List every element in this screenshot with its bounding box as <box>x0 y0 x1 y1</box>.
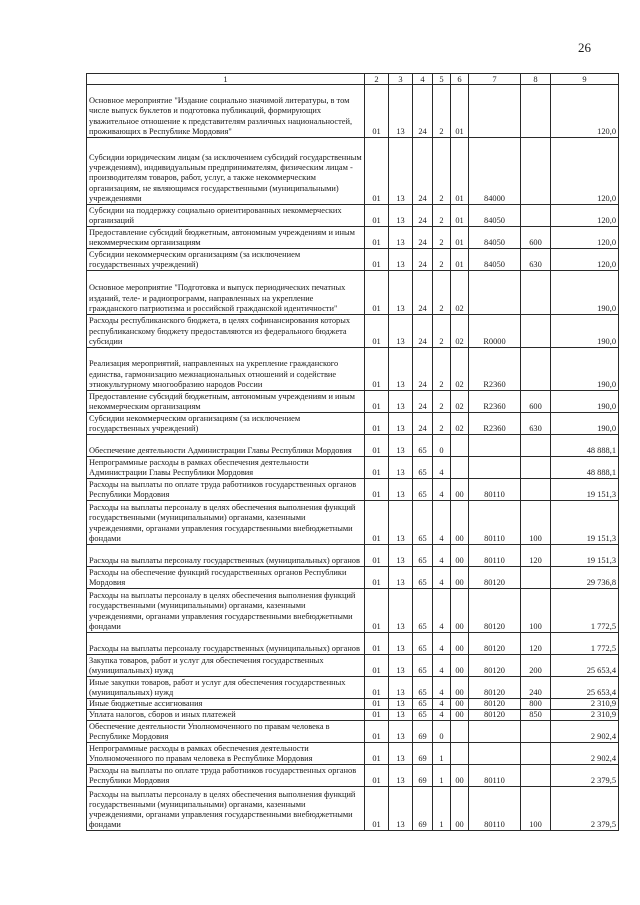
column-header-5: 5 <box>433 74 451 85</box>
subprogram-code: 2 <box>433 413 451 435</box>
section-code: 01 <box>365 391 389 413</box>
column-header-3: 3 <box>389 74 413 85</box>
program-code: 69 <box>413 743 433 765</box>
direction-code: 80120 <box>469 655 521 677</box>
table-row <box>87 655 619 677</box>
section-code: 01 <box>365 633 389 655</box>
amount: 190,0 <box>551 391 619 413</box>
table-row <box>87 567 619 589</box>
item-name: Предоставление субсидий бюджетным, автономным учреждениям и иным некоммерческим организациям <box>87 391 365 413</box>
subsection-code: 13 <box>389 227 413 249</box>
subprogram-code: 4 <box>433 457 451 479</box>
program-code: 65 <box>413 457 433 479</box>
event-code: 00 <box>451 710 469 721</box>
expense-type-code: 800 <box>521 699 551 710</box>
subprogram-code: 4 <box>433 699 451 710</box>
direction-code <box>469 743 521 765</box>
section-code: 01 <box>365 457 389 479</box>
subprogram-code: 2 <box>433 271 451 315</box>
amount: 190,0 <box>551 271 619 315</box>
program-code: 65 <box>413 589 433 633</box>
subprogram-code: 1 <box>433 765 451 787</box>
expense-type-code: 630 <box>521 249 551 271</box>
program-code: 69 <box>413 787 433 831</box>
table-row <box>87 413 619 435</box>
subsection-code: 13 <box>389 205 413 227</box>
expense-type-code: 200 <box>521 655 551 677</box>
subsection-code: 13 <box>389 138 413 205</box>
expense-type-code: 100 <box>521 501 551 545</box>
program-code: 24 <box>413 315 433 348</box>
subprogram-code: 4 <box>433 655 451 677</box>
table-row <box>87 743 619 765</box>
item-name: Субсидии некоммерческим организациям (за исключением государственных учреждений) <box>87 249 365 271</box>
subsection-code: 13 <box>389 249 413 271</box>
column-header-8: 8 <box>521 74 551 85</box>
item-name: Непрограммные расходы в рамках обеспечения деятельности Уполномоченного по правам человека в Республике Мордовия <box>87 743 365 765</box>
section-code: 01 <box>365 545 389 567</box>
amount: 25 653,4 <box>551 677 619 699</box>
program-code: 65 <box>413 710 433 721</box>
expense-type-code: 850 <box>521 710 551 721</box>
event-code: 02 <box>451 348 469 391</box>
program-code: 65 <box>413 501 433 545</box>
direction-code: 80120 <box>469 589 521 633</box>
table-row <box>87 633 619 655</box>
expense-type-code <box>521 348 551 391</box>
event-code <box>451 743 469 765</box>
column-header-6: 6 <box>451 74 469 85</box>
subsection-code: 13 <box>389 315 413 348</box>
section-code: 01 <box>365 721 389 743</box>
expense-type-code: 240 <box>521 677 551 699</box>
subsection-code: 13 <box>389 271 413 315</box>
subprogram-code: 4 <box>433 589 451 633</box>
amount: 2 902,4 <box>551 743 619 765</box>
table-row <box>87 249 619 271</box>
amount: 2 902,4 <box>551 721 619 743</box>
event-code: 01 <box>451 249 469 271</box>
subsection-code: 13 <box>389 567 413 589</box>
expense-type-code: 600 <box>521 391 551 413</box>
program-code: 65 <box>413 699 433 710</box>
item-name: Субсидии некоммерческим организациям (за исключением государственных учреждений) <box>87 413 365 435</box>
item-name: Расходы на выплаты персоналу государственных (муниципальных) органов <box>87 633 365 655</box>
amount: 120,0 <box>551 138 619 205</box>
table-row <box>87 435 619 457</box>
section-code: 01 <box>365 249 389 271</box>
amount: 19 151,3 <box>551 545 619 567</box>
event-code <box>451 457 469 479</box>
direction-code: R2360 <box>469 348 521 391</box>
table-row <box>87 271 619 315</box>
program-code: 65 <box>413 479 433 501</box>
amount: 120,0 <box>551 227 619 249</box>
expense-type-code <box>521 479 551 501</box>
expense-type-code: 100 <box>521 787 551 831</box>
expense-type-code <box>521 743 551 765</box>
subsection-code: 13 <box>389 655 413 677</box>
section-code: 01 <box>365 435 389 457</box>
event-code: 02 <box>451 271 469 315</box>
subsection-code: 13 <box>389 787 413 831</box>
expense-type-code <box>521 85 551 138</box>
subsection-code: 13 <box>389 677 413 699</box>
column-header-1: 1 <box>87 74 365 85</box>
program-code: 24 <box>413 391 433 413</box>
table-row <box>87 721 619 743</box>
section-code: 01 <box>365 227 389 249</box>
event-code <box>451 721 469 743</box>
table-row <box>87 545 619 567</box>
program-code: 65 <box>413 633 433 655</box>
direction-code: 80110 <box>469 545 521 567</box>
subsection-code: 13 <box>389 85 413 138</box>
item-name: Расходы на выплаты персоналу государственных (муниципальных) органов <box>87 545 365 567</box>
item-name: Расходы на выплаты персоналу в целях обеспечения выполнения функций государственными (муниципальными) органами, казенными учреждениями, органами управления государственными внебюджетными фондами <box>87 787 365 831</box>
section-code: 01 <box>365 567 389 589</box>
event-code: 00 <box>451 567 469 589</box>
section-code: 01 <box>365 138 389 205</box>
program-code: 24 <box>413 138 433 205</box>
subsection-code: 13 <box>389 633 413 655</box>
item-name: Предоставление субсидий бюджетным, автономным учреждениям и иным некоммерческим организациям <box>87 227 365 249</box>
table-row <box>87 589 619 633</box>
subprogram-code: 2 <box>433 315 451 348</box>
amount: 190,0 <box>551 315 619 348</box>
amount: 120,0 <box>551 249 619 271</box>
subsection-code: 13 <box>389 765 413 787</box>
item-name: Расходы на выплаты по оплате труда работников государственных органов Республики Мордовия <box>87 479 365 501</box>
event-code: 01 <box>451 205 469 227</box>
subprogram-code: 2 <box>433 348 451 391</box>
item-name: Субсидии юридическим лицам (за исключением субсидий государственным учреждениям), индивидуальным предпринимателям, физическим лицам - производителям товаров, работ, услуг, а также некоммерческим организациям, не являющимся государственными (муниципальными) учреждениями <box>87 138 365 205</box>
subsection-code: 13 <box>389 413 413 435</box>
table-row <box>87 315 619 348</box>
program-code: 24 <box>413 85 433 138</box>
expense-type-code <box>521 138 551 205</box>
direction-code: 80110 <box>469 787 521 831</box>
item-name: Закупка товаров, работ и услуг для обеспечения государственных (муниципальных) нужд <box>87 655 365 677</box>
subsection-code: 13 <box>389 348 413 391</box>
event-code: 02 <box>451 391 469 413</box>
direction-code <box>469 435 521 457</box>
direction-code: 84000 <box>469 138 521 205</box>
amount: 190,0 <box>551 348 619 391</box>
program-code: 65 <box>413 545 433 567</box>
item-name: Обеспечение деятельности Администрации Главы Республики Мордовия <box>87 435 365 457</box>
amount: 120,0 <box>551 85 619 138</box>
section-code: 01 <box>365 271 389 315</box>
table-row <box>87 479 619 501</box>
event-code: 00 <box>451 479 469 501</box>
direction-code: 84050 <box>469 249 521 271</box>
expense-type-code <box>521 721 551 743</box>
program-code: 65 <box>413 567 433 589</box>
event-code: 01 <box>451 85 469 138</box>
amount: 2 379,5 <box>551 787 619 831</box>
amount: 48 888,1 <box>551 435 619 457</box>
direction-code: 80110 <box>469 479 521 501</box>
section-code: 01 <box>365 765 389 787</box>
direction-code: 80120 <box>469 633 521 655</box>
table-row <box>87 787 619 831</box>
amount: 1 772,5 <box>551 589 619 633</box>
item-name: Обеспечение деятельности Уполномоченного по правам человека в Республике Мордовия <box>87 721 365 743</box>
item-name: Иные бюджетные ассигнования <box>87 699 365 710</box>
amount: 2 310,9 <box>551 699 619 710</box>
item-name: Расходы на выплаты персоналу в целях обеспечения выполнения функций государственными (муниципальными) органами, казенными учреждениями, органами управления государственными внебюджетными фондами <box>87 501 365 545</box>
column-header-7: 7 <box>469 74 521 85</box>
table-row <box>87 391 619 413</box>
subsection-code: 13 <box>389 435 413 457</box>
subsection-code: 13 <box>389 699 413 710</box>
program-code: 65 <box>413 435 433 457</box>
direction-code <box>469 271 521 315</box>
expense-type-code <box>521 205 551 227</box>
subprogram-code: 4 <box>433 567 451 589</box>
table-row <box>87 710 619 721</box>
subsection-code: 13 <box>389 457 413 479</box>
item-name: Расходы на выплаты по оплате труда работников государственных органов Республики Мордовия <box>87 765 365 787</box>
section-code: 01 <box>365 589 389 633</box>
table-row <box>87 699 619 710</box>
program-code: 65 <box>413 677 433 699</box>
section-code: 01 <box>365 501 389 545</box>
column-header-9: 9 <box>551 74 619 85</box>
subsection-code: 13 <box>389 743 413 765</box>
item-name: Иные закупки товаров, работ и услуг для обеспечения государственных (муниципальных) нужд <box>87 677 365 699</box>
event-code: 02 <box>451 413 469 435</box>
subprogram-code: 1 <box>433 787 451 831</box>
amount: 1 772,5 <box>551 633 619 655</box>
amount: 2 310,9 <box>551 710 619 721</box>
event-code <box>451 435 469 457</box>
expense-type-code: 120 <box>521 633 551 655</box>
subprogram-code: 2 <box>433 391 451 413</box>
event-code: 00 <box>451 633 469 655</box>
subprogram-code: 2 <box>433 227 451 249</box>
table-row <box>87 348 619 391</box>
expense-type-code: 630 <box>521 413 551 435</box>
amount: 190,0 <box>551 413 619 435</box>
program-code: 24 <box>413 348 433 391</box>
event-code: 00 <box>451 545 469 567</box>
table-row <box>87 85 619 138</box>
section-code: 01 <box>365 655 389 677</box>
section-code: 01 <box>365 315 389 348</box>
section-code: 01 <box>365 413 389 435</box>
program-code: 24 <box>413 249 433 271</box>
item-name: Реализация мероприятий, направленных на укрепление гражданского единства, гармонизацию межнациональных отношений и содействие этнокультурному многообразию народов России <box>87 348 365 391</box>
direction-code: 80120 <box>469 677 521 699</box>
item-name: Расходы на обеспечение функций государственных органов Республики Мордовия <box>87 567 365 589</box>
table-body <box>87 85 619 831</box>
subprogram-code: 2 <box>433 85 451 138</box>
direction-code: 80120 <box>469 567 521 589</box>
table-row <box>87 138 619 205</box>
expense-type-code: 120 <box>521 545 551 567</box>
direction-code: 80120 <box>469 699 521 710</box>
program-code: 24 <box>413 413 433 435</box>
direction-code <box>469 457 521 479</box>
section-code: 01 <box>365 85 389 138</box>
amount: 25 653,4 <box>551 655 619 677</box>
table-row <box>87 501 619 545</box>
subsection-code: 13 <box>389 501 413 545</box>
section-code: 01 <box>365 699 389 710</box>
event-code: 00 <box>451 655 469 677</box>
page-number: 26 <box>578 40 591 55</box>
column-header-2: 2 <box>365 74 389 85</box>
event-code: 01 <box>451 138 469 205</box>
expense-type-code <box>521 315 551 348</box>
direction-code: 84050 <box>469 227 521 249</box>
item-name: Непрограммные расходы в рамках обеспечения деятельности Администрации Главы Республики Мордовия <box>87 457 365 479</box>
amount: 19 151,3 <box>551 479 619 501</box>
table-row <box>87 677 619 699</box>
section-code: 01 <box>365 205 389 227</box>
expense-type-code <box>521 271 551 315</box>
item-name: Расходы на выплаты персоналу в целях обеспечения выполнения функций государственными (муниципальными) органами, казенными учреждениями, органами управления государственными внебюджетными фондами <box>87 589 365 633</box>
direction-code: 80120 <box>469 710 521 721</box>
direction-code: 80110 <box>469 765 521 787</box>
subsection-code: 13 <box>389 479 413 501</box>
subsection-code: 13 <box>389 545 413 567</box>
expense-type-code: 600 <box>521 227 551 249</box>
subprogram-code: 4 <box>433 633 451 655</box>
table-header <box>87 74 619 85</box>
subprogram-code: 4 <box>433 677 451 699</box>
subprogram-code: 4 <box>433 710 451 721</box>
subprogram-code: 4 <box>433 545 451 567</box>
section-code: 01 <box>365 677 389 699</box>
event-code: 00 <box>451 699 469 710</box>
column-header-4: 4 <box>413 74 433 85</box>
event-code: 00 <box>451 787 469 831</box>
direction-code: R2360 <box>469 391 521 413</box>
amount: 2 379,5 <box>551 765 619 787</box>
amount: 19 151,3 <box>551 501 619 545</box>
event-code: 01 <box>451 227 469 249</box>
table-row <box>87 765 619 787</box>
subprogram-code: 2 <box>433 249 451 271</box>
program-code: 24 <box>413 227 433 249</box>
direction-code <box>469 85 521 138</box>
subprogram-code: 4 <box>433 501 451 545</box>
direction-code: R2360 <box>469 413 521 435</box>
amount: 48 888,1 <box>551 457 619 479</box>
event-code: 00 <box>451 501 469 545</box>
subsection-code: 13 <box>389 589 413 633</box>
direction-code: R0000 <box>469 315 521 348</box>
section-code: 01 <box>365 710 389 721</box>
item-name: Расходы республиканского бюджета, в целях софинансирования которых республиканскому бюджету предоставляются из федерального бюджета субсидии <box>87 315 365 348</box>
amount: 120,0 <box>551 205 619 227</box>
program-code: 24 <box>413 205 433 227</box>
item-name: Уплата налогов, сборов и иных платежей <box>87 710 365 721</box>
direction-code: 84050 <box>469 205 521 227</box>
event-code: 02 <box>451 315 469 348</box>
amount: 29 736,8 <box>551 567 619 589</box>
expense-type-code <box>521 765 551 787</box>
program-code: 69 <box>413 765 433 787</box>
subprogram-code: 0 <box>433 721 451 743</box>
program-code: 24 <box>413 271 433 315</box>
subsection-code: 13 <box>389 391 413 413</box>
event-code: 00 <box>451 589 469 633</box>
budget-table <box>86 73 619 831</box>
section-code: 01 <box>365 787 389 831</box>
expense-type-code: 100 <box>521 589 551 633</box>
subprogram-code: 1 <box>433 743 451 765</box>
item-name: Субсидии на поддержку социально ориентированных некоммерческих организаций <box>87 205 365 227</box>
subprogram-code: 2 <box>433 205 451 227</box>
program-code: 69 <box>413 721 433 743</box>
section-code: 01 <box>365 479 389 501</box>
subprogram-code: 2 <box>433 138 451 205</box>
program-code: 65 <box>413 655 433 677</box>
table-row <box>87 227 619 249</box>
expense-type-code <box>521 567 551 589</box>
table-row <box>87 457 619 479</box>
subsection-code: 13 <box>389 710 413 721</box>
direction-code <box>469 721 521 743</box>
item-name: Основное мероприятие "Издание социально значимой литературы, в том числе выпуск буклетов и подготовка публикаций, формирующих уважительное отношение к представителям различных национальностей, проживающих в Республике Мордовия" <box>87 85 365 138</box>
section-code: 01 <box>365 348 389 391</box>
expense-type-code <box>521 435 551 457</box>
subsection-code: 13 <box>389 721 413 743</box>
expense-type-code <box>521 457 551 479</box>
item-name: Основное мероприятие "Подготовка и выпуск периодических печатных изданий, теле- и радиопрограмм, направленных на укрепление гражданского патриотизма и российской гражданской идентичности" <box>87 271 365 315</box>
table-row <box>87 205 619 227</box>
section-code: 01 <box>365 743 389 765</box>
event-code: 00 <box>451 677 469 699</box>
direction-code: 80110 <box>469 501 521 545</box>
subprogram-code: 4 <box>433 479 451 501</box>
event-code: 00 <box>451 765 469 787</box>
subprogram-code: 0 <box>433 435 451 457</box>
